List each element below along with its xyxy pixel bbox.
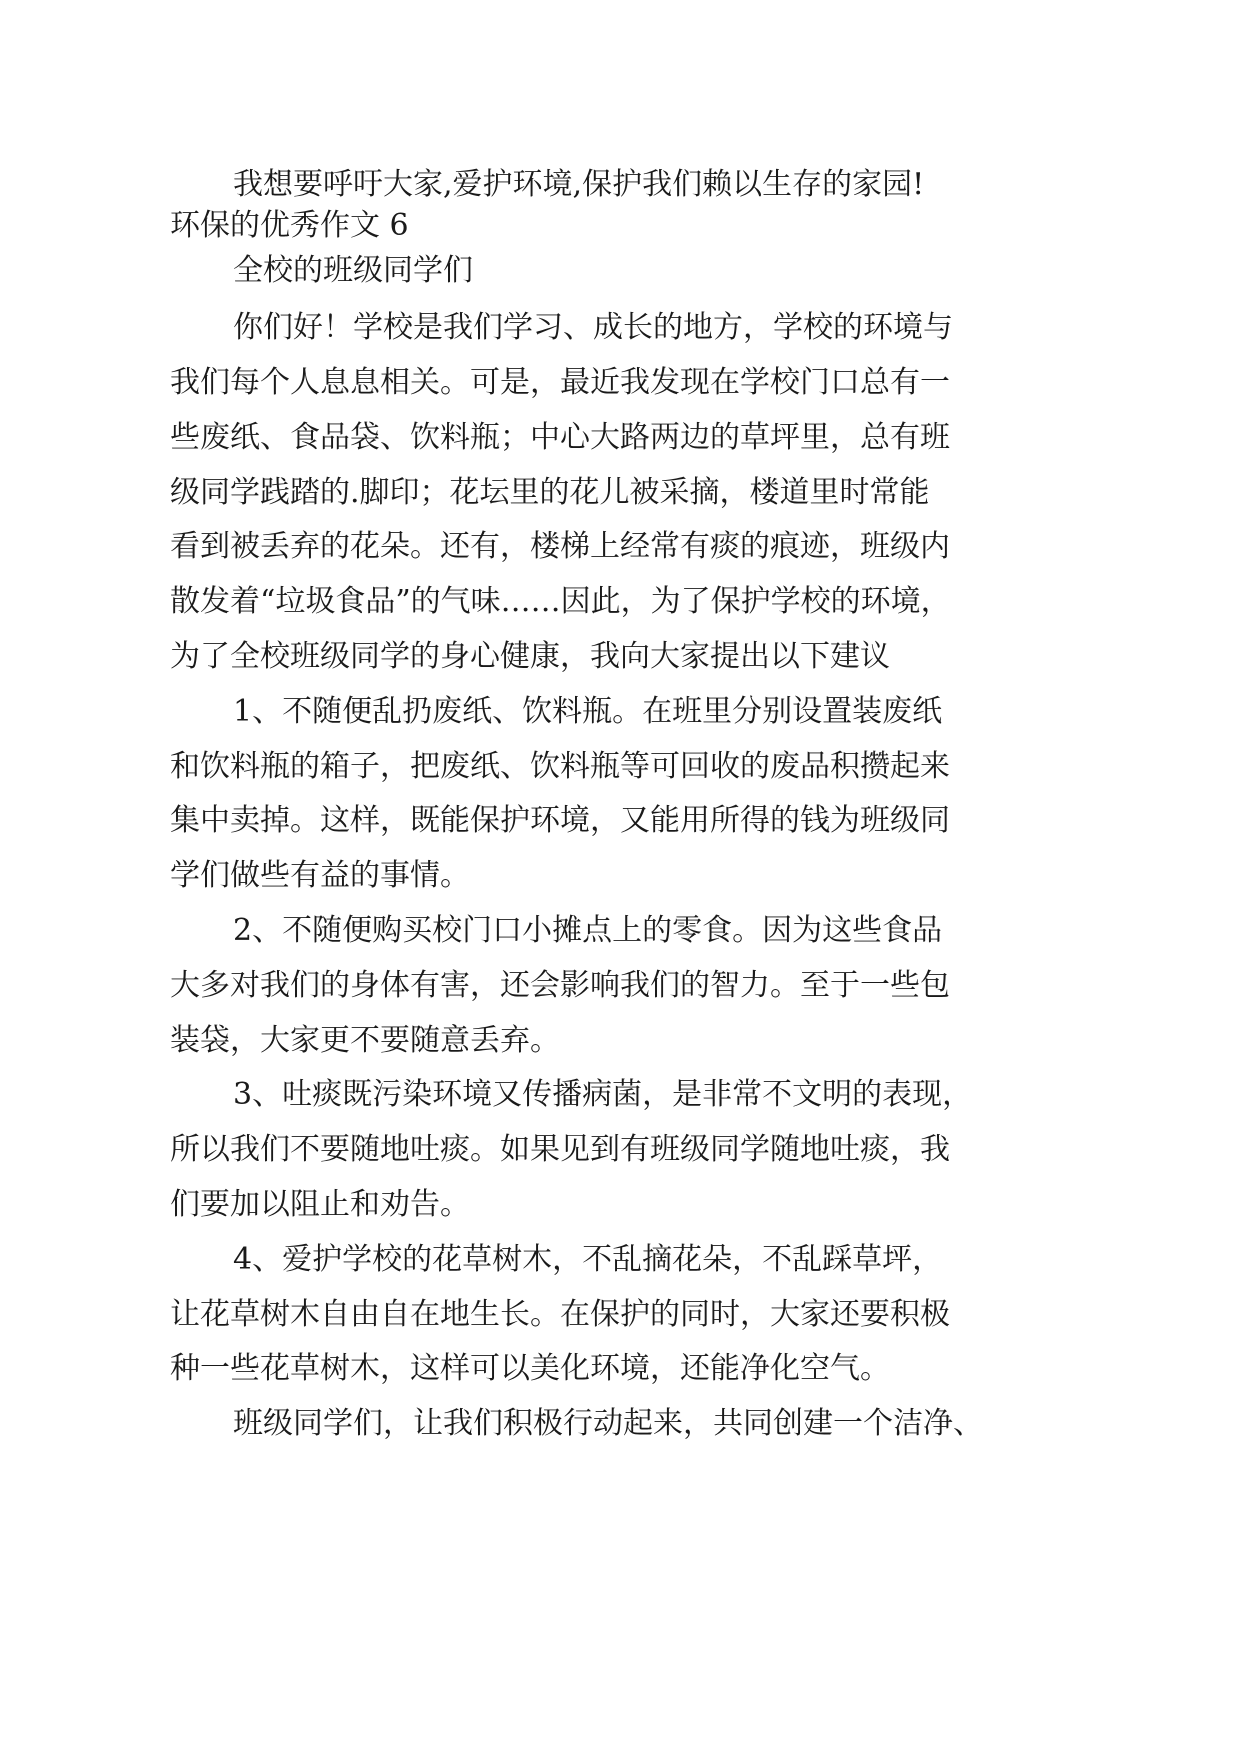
text-line: 集中卖掉。这样，既能保护环境，又能用所得的钱为班级同 — [170, 803, 950, 838]
salutation: 全校的班级同学们 — [233, 253, 473, 288]
text-line: 为了全校班级同学的身心健康，我向大家提出以下建议 — [170, 639, 890, 674]
text-line: 学们做些有益的事情。 — [170, 858, 470, 893]
text-line: 散发着“垃圾食品”的气味……因此，为了保护学校的环境， — [170, 584, 951, 619]
text-line: 你们好！学校是我们学习、成长的地方，学校的环境与 — [233, 310, 953, 345]
text-line: 2、不随便购买校门口小摊点上的零食。因为这些食品 — [233, 913, 943, 948]
text-line: 3、吐痰既污染环境又传播病菌，是非常不文明的表现， — [233, 1077, 973, 1112]
text-line: 所以我们不要随地吐痰。如果见到有班级同学随地吐痰，我 — [170, 1132, 950, 1167]
text-line: 装袋，大家更不要随意丢弃。 — [170, 1023, 560, 1058]
text-line: 种一些花草树木，这样可以美化环境，还能净化空气。 — [170, 1351, 890, 1386]
text-line: 级同学践踏的.脚印；花坛里的花儿被采摘，楼道里时常能 — [170, 475, 930, 510]
text-line: 看到被丢弃的花朵。还有，楼梯上经常有痰的痕迹，班级内 — [170, 529, 950, 564]
text-line: 4、爱护学校的花草树木，不乱摘花朵，不乱踩草坪， — [233, 1242, 943, 1277]
text-line: 1、不随便乱扔废纸、饮料瓶。在班里分别设置装废纸 — [233, 694, 943, 729]
text-line: 让花草树木自由自在地生长。在保护的同时，大家还要积极 — [170, 1297, 950, 1332]
text-line: 大多对我们的身体有害，还会影响我们的智力。至于一些包 — [170, 968, 950, 1003]
text-line: 我想要呼吁大家,爱护环境,保护我们赖以生存的家园! — [233, 167, 925, 202]
text-line: 些废纸、食品袋、饮料瓶；中心大路两边的草坪里，总有班 — [170, 420, 950, 455]
text-line: 们要加以阻止和劝告。 — [170, 1187, 470, 1222]
section-heading: 环保的优秀作文 6 — [170, 208, 409, 243]
text-line: 我们每个人息息相关。可是，最近我发现在学校门口总有一 — [170, 365, 950, 400]
text-line: 班级同学们，让我们积极行动起来，共同创建一个洁净、 — [233, 1406, 983, 1441]
text-line: 和饮料瓶的箱子，把废纸、饮料瓶等可回收的废品积攒起来 — [170, 749, 950, 784]
